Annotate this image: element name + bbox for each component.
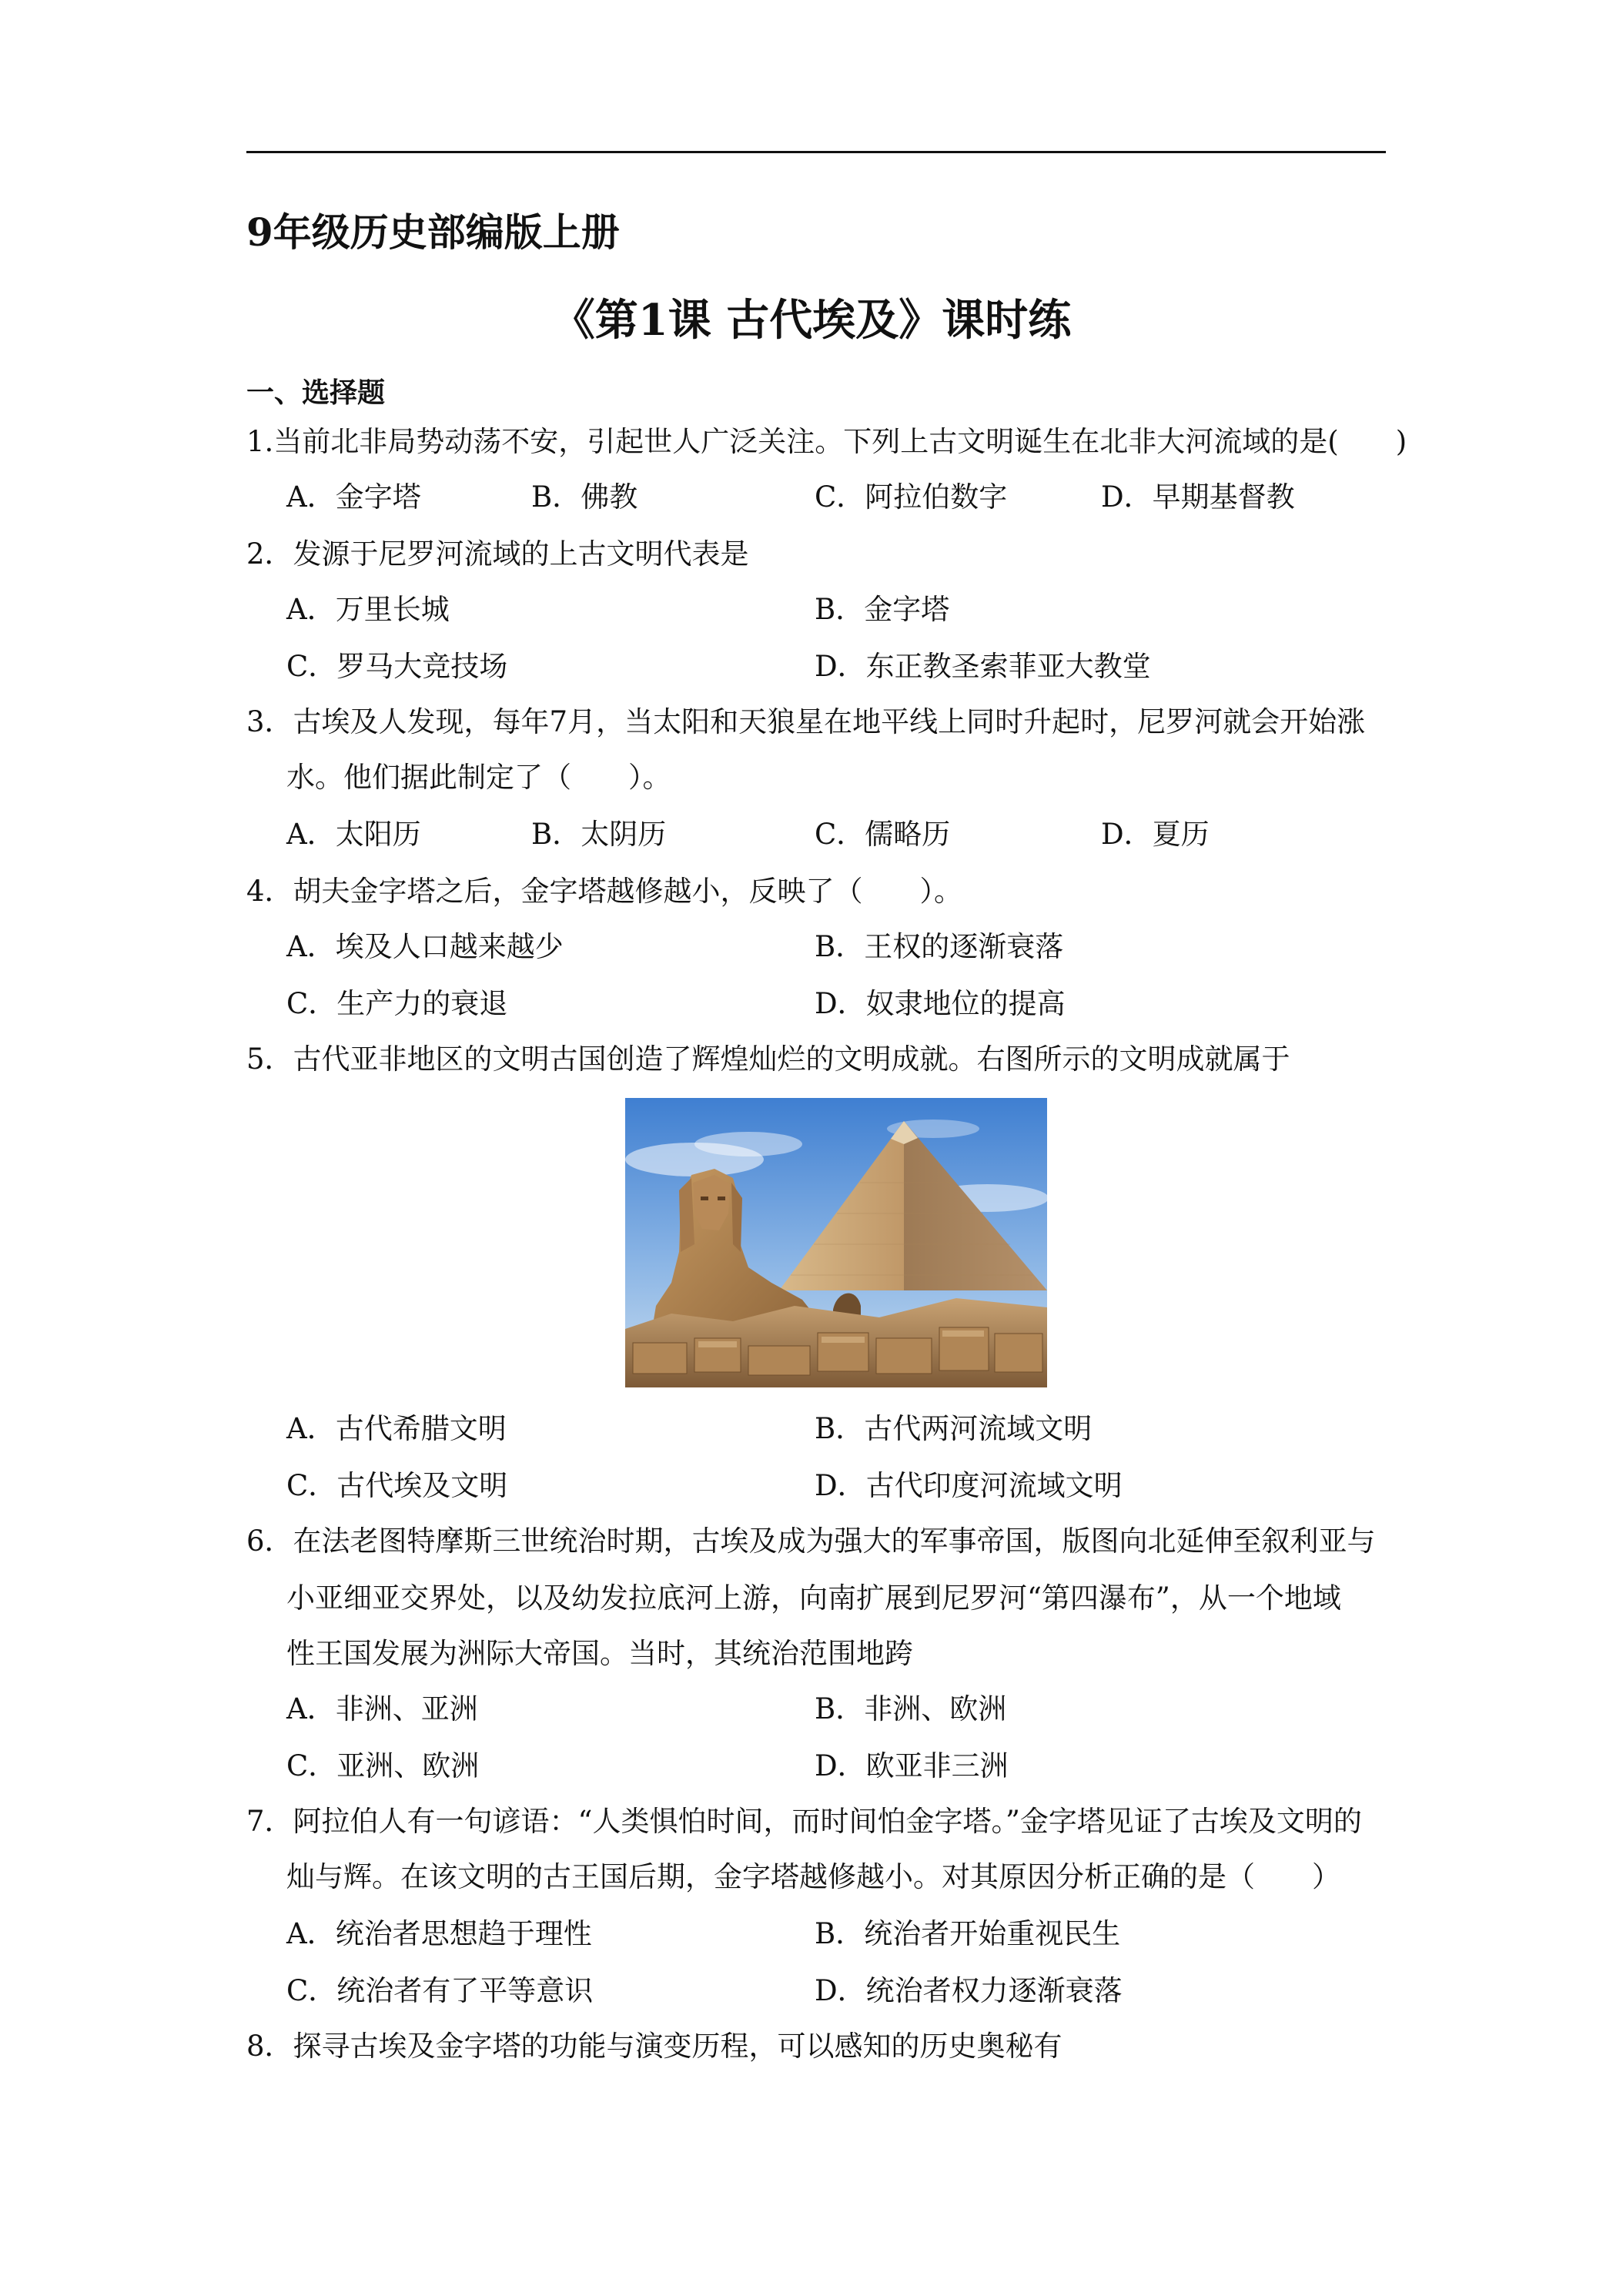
question-6-option-c: C．亚洲、欧洲 bbox=[286, 1749, 480, 1782]
question-7-option-c: C．统治者有了平等意识 bbox=[286, 1974, 594, 2007]
question-6-stem-line-2: 小亚细亚交界处，以及幼发拉底河上游，向南扩展到尼罗河“第四瀑布”，从一个地域 bbox=[286, 1581, 1341, 1615]
question-4-stem: 4．胡夫金字塔之后，金字塔越修越小，反映了（ ）。 bbox=[246, 875, 963, 908]
question-7-option-b: B．统治者开始重视民生 bbox=[815, 1917, 1121, 1950]
question-6-stem-line-3: 性王国发展为洲际大帝国。当时，其统治范围地跨 bbox=[286, 1637, 913, 1670]
question-7-option-a: A．统治者思想趋于理性 bbox=[286, 1917, 592, 1950]
question-6-option-d: D．欧亚非三洲 bbox=[815, 1749, 1009, 1782]
question-1-option-a: A．金字塔 bbox=[286, 480, 421, 514]
question-1-option-b: B．佛教 bbox=[531, 480, 638, 514]
question-3-option-c: C．儒略历 bbox=[815, 818, 951, 851]
question-2-option-a: A．万里长城 bbox=[286, 593, 450, 626]
header-rule bbox=[246, 151, 1386, 153]
question-3-option-b: B．太阴历 bbox=[531, 818, 667, 851]
question-6-option-b: B．非洲、欧洲 bbox=[815, 1692, 1007, 1725]
question-6-stem-line-1: 6．在法老图特摩斯三世统治时期，古埃及成为强大的军事帝国，版图向北延伸至叙利亚与 bbox=[246, 1525, 1376, 1558]
section-heading: 一、选择题 bbox=[246, 377, 386, 409]
question-1-stem: 1.当前北非局势动荡不安，引起世人广泛关注。下列上古文明诞生在北非大河流域的是( ) bbox=[246, 425, 1407, 458]
question-5-option-c: C．古代埃及文明 bbox=[286, 1469, 508, 1502]
question-2-option-c: C．罗马大竞技场 bbox=[286, 650, 508, 683]
question-5-option-d: D．古代印度河流域文明 bbox=[815, 1469, 1123, 1502]
question-8-stem: 8．探寻古埃及金字塔的功能与演变历程，可以感知的历史奥秘有 bbox=[246, 2030, 1062, 2063]
question-6-option-a: A．非洲、亚洲 bbox=[286, 1692, 478, 1725]
sphinx-pyramid-photo bbox=[625, 1098, 1047, 1387]
grade-title: 9年级历史部编版上册 bbox=[246, 209, 620, 255]
question-4-option-c: C．生产力的衰退 bbox=[286, 987, 508, 1020]
question-7-stem-line-2: 灿与辉。在该文明的古王国后期，金字塔越修越小。对其原因分析正确的是（ ） bbox=[286, 1860, 1340, 1893]
question-4-option-a: A．埃及人口越来越少 bbox=[286, 930, 564, 963]
question-3-option-a: A．太阳历 bbox=[286, 818, 421, 851]
question-4-option-d: D．奴隶地位的提高 bbox=[815, 987, 1066, 1020]
question-2-option-b: B．金字塔 bbox=[815, 593, 950, 626]
question-1-option-d: D．早期基督教 bbox=[1101, 480, 1295, 514]
question-3-stem-line-1: 3．古埃及人发现，每年7月，当太阳和天狼星在地平线上同时升起时，尼罗河就会开始涨 bbox=[246, 705, 1366, 738]
question-1-option-c: C．阿拉伯数字 bbox=[815, 480, 1008, 514]
question-5-option-b: B．古代两河流域文明 bbox=[815, 1412, 1093, 1445]
lesson-title: 《第1课 古代埃及》课时练 bbox=[551, 295, 1072, 346]
question-5-option-a: A．古代希腊文明 bbox=[286, 1412, 507, 1445]
question-3-option-d: D．夏历 bbox=[1101, 818, 1210, 851]
question-7-stem-line-1: 7．阿拉伯人有一句谚语：“人类惧怕时间，而时间怕金字塔。”金字塔见证了古埃及文明的 bbox=[246, 1805, 1362, 1838]
question-2-stem: 2．发源于尼罗河流域的上古文明代表是 bbox=[246, 537, 749, 571]
question-7-option-d: D．统治者权力逐渐衰落 bbox=[815, 1974, 1123, 2007]
question-4-option-b: B．王权的逐渐衰落 bbox=[815, 930, 1064, 963]
question-3-stem-line-2: 水。他们据此制定了（ ）。 bbox=[286, 761, 671, 794]
question-2-option-d: D．东正教圣索菲亚大教堂 bbox=[815, 650, 1151, 683]
question-5-stem: 5．古代亚非地区的文明古国创造了辉煌灿烂的文明成就。右图所示的文明成就属于 bbox=[246, 1043, 1290, 1076]
